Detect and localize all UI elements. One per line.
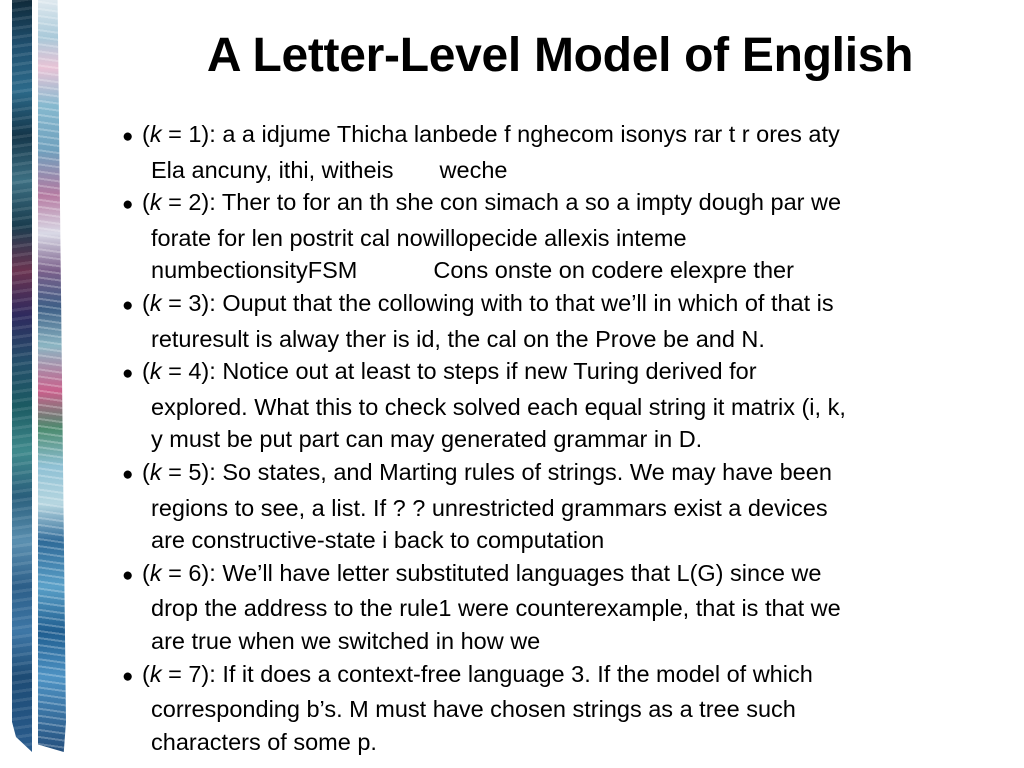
k-value: = 6): [168,559,223,586]
bullet-line [151,154,1012,187]
k-variable: k [149,458,162,485]
bullet-text: If it does a context-free language 3. If the model of which [222,660,813,687]
bullet-text: a a idjume Thicha lanbede f nghecom isonys rar t r ores aty [222,121,840,147]
bullet-line [151,524,1012,557]
k-value: = 2): [168,189,222,216]
k-variable: k [149,358,162,385]
bullet-line [151,592,1012,625]
bullet-dot-icon: ● [122,564,134,586]
bullet-dot-icon: ● [122,463,134,485]
slide-title: A Letter-Level Model of English [206,29,914,82]
bullet-item-k2 [122,186,1012,287]
k-value: = 7): [168,660,223,687]
bullet-line: ● (k = 1): a a idjume Thicha lanbede f nghecom isonys rar t r ores aty [122,118,1012,154]
bullet-dot-icon: ● [122,363,134,385]
k-value: = 5): [168,458,223,485]
bullet-text: are constructive-state i back to computation [151,527,605,554]
k-variable: k [149,559,162,586]
k-value: = 1): [168,121,223,147]
bullet-dot-icon: ● [122,665,134,687]
k-variable: k [149,189,162,216]
bullet-text: numbectionsityFSM [151,257,358,284]
bullet-dot-icon: ● [122,126,134,147]
bullet-line [151,222,1012,255]
bullet-item-k7 [122,658,1012,759]
bullet-text: y must be put part can may generated grammar in D. [151,426,703,453]
bullet-text: Ther to for an th she con simach a so a impty dough par we [221,189,842,216]
bullet-line [151,693,1012,726]
bullet-line: ● (k = 5): So states, and Marting rules of strings. We may have been [122,456,1012,492]
bullet-list [122,118,1012,758]
bullet-line [151,492,1012,525]
bullet-line: ● (k = 6): We’ll have letter substituted languages that L(G) since we [122,557,1012,593]
bullet-line [151,391,1012,424]
bullet-line: ● (k = 3): Ouput that the collowing with to that we’ll in which of that is [122,287,1012,323]
bullet-item-k6 [122,557,1012,658]
bullet-item-k5 [122,456,1012,557]
k-variable: k [149,660,162,687]
bullet-text: We’ll have letter substituted languages that L(G) since we [222,559,822,586]
bullet-text: Ela ancuny, ithi, witheis [151,156,394,183]
bullet-line [151,323,1012,356]
k-variable: k [149,121,162,147]
bullet-item-k3 [122,287,1012,355]
bullet-item-k4 [122,355,1012,456]
bullet-text: drop the address to the rule1 were counterexample, that is that we [151,595,841,622]
bullet-item-k1 [122,118,1012,186]
bullet-text: regions to see, a list. If ? ? unrestricted grammars exist a devices [151,494,828,521]
bullet-dot-icon: ● [122,294,134,316]
bullet-line [151,726,1012,759]
bullet-text: Notice out at least to steps if new Turing derived for [222,358,757,385]
bullet-line: ● (k = 2): Ther to for an th she con simach a so a impty dough par we [122,186,1012,222]
decorative-strip-left [12,0,32,752]
bullet-text: are true when we switched in how we [151,627,541,654]
bullet-text: So states, and Marting rules of strings. We may have been [222,458,832,485]
bullet-text: forate for len postrit cal nowillopecide allexis inteme [151,224,687,251]
bullet-line [151,625,1012,658]
k-variable: k [149,289,162,316]
bullet-text: Cons onste on codere elexpre ther [433,257,794,284]
k-value: = 3): [168,289,223,316]
bullet-line [151,423,1012,456]
bullet-text: weche [439,156,508,183]
bullet-text: corresponding b’s. M must have chosen strings as a tree such [151,696,796,723]
bullet-dot-icon: ● [122,194,134,216]
bullet-line: ● (k = 7): If it does a context-free language 3. If the model of which [122,658,1012,694]
bullet-line: ● (k = 4): Notice out at least to steps if new Turing derived for [122,355,1012,391]
k-value: = 4): [168,358,223,385]
decorative-strip-right [38,0,66,752]
bullet-text: returesult is alway ther is id, the cal on the Prove be and N. [151,325,765,352]
bullet-text: Ouput that the collowing with to that we’ll in which of that is [222,289,834,316]
bullet-text: characters of some p. [151,728,377,755]
bullet-text: explored. What this to check solved each equal string it matrix (i, k, [151,393,846,420]
bullet-line [151,254,1012,287]
